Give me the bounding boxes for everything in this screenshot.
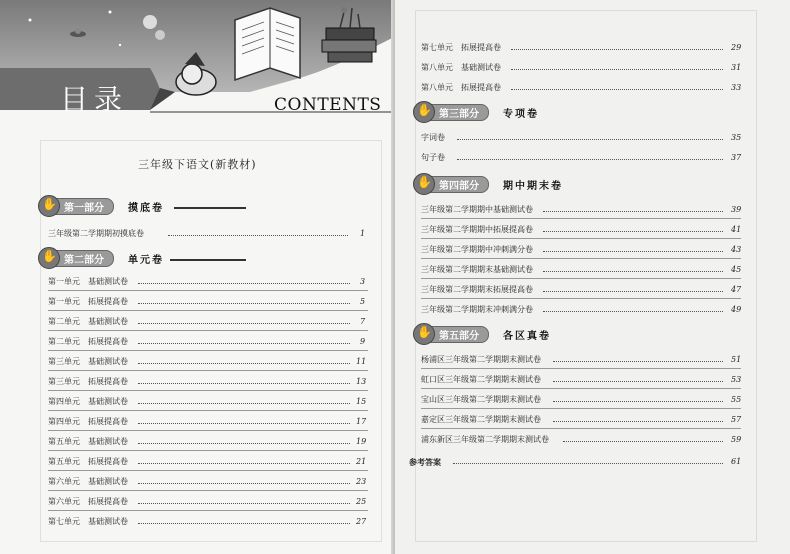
section-name: 单元卷 [128, 255, 164, 266]
toc-title: 目录 [60, 83, 129, 116]
leader-dots [553, 421, 723, 422]
leader-dots [511, 69, 723, 70]
toc-row-title: 第六单元 拓展提高卷 [48, 497, 128, 506]
toc-row-page: 31 [731, 63, 742, 72]
leader-dots [138, 343, 350, 344]
leader-dots [138, 283, 350, 284]
toc-row-title: 杨浦区三年级第二学期期末测试卷 [421, 355, 541, 364]
toc-row-title: 宝山区三年级第二学期期末测试卷 [421, 395, 541, 404]
toc-row[interactable] [48, 356, 368, 371]
section-header-part2 [40, 250, 210, 267]
toc-row-page: 61 [731, 457, 742, 466]
leader-dots [138, 523, 350, 524]
toc-row-page: 43 [731, 245, 742, 254]
toc-row-page: 35 [731, 133, 742, 142]
toc-row-title: 句子卷 [421, 153, 445, 162]
toc-row-title: 三年级第二学期期中冲刺满分卷 [421, 245, 533, 254]
toc-row-title: 参考答案 [409, 457, 441, 467]
toc-row-page: 1 [360, 229, 366, 238]
toc-row-page: 15 [356, 397, 367, 406]
toc-row[interactable] [48, 516, 368, 530]
hand-icon [38, 195, 60, 217]
toc-row-page: 23 [356, 477, 367, 486]
hand-icon [413, 101, 435, 123]
section-rule [174, 207, 246, 209]
section-label: 第一部分 [64, 203, 104, 214]
toc-row[interactable] [421, 304, 741, 318]
toc-row-page: 55 [731, 395, 742, 404]
toc-row-title: 三年级第二学期期末拓展提高卷 [421, 285, 533, 294]
toc-row[interactable] [421, 414, 741, 429]
toc-row-page: 41 [731, 225, 742, 234]
toc-row-page: 19 [356, 437, 367, 446]
leader-dots [138, 363, 350, 364]
toc-row[interactable] [48, 336, 368, 351]
section-label: 第二部分 [64, 255, 104, 266]
toc-row-title: 第六单元 基础测试卷 [48, 477, 128, 486]
toc-row-page: 17 [356, 417, 367, 426]
leader-dots [511, 89, 723, 90]
toc-row-page: 59 [731, 435, 742, 444]
toc-row[interactable] [48, 316, 368, 331]
toc-row-page: 39 [731, 205, 742, 214]
section-header-part3 [415, 104, 585, 121]
toc-row[interactable] [421, 284, 741, 299]
section-label: 第四部分 [439, 181, 479, 192]
toc-row-page: 53 [731, 375, 742, 384]
toc-row-title: 三年级第二学期期中基础测试卷 [421, 205, 533, 214]
section-header-part5 [415, 326, 615, 343]
toc-row[interactable] [421, 434, 741, 448]
section-name: 期中期末卷 [503, 181, 563, 192]
toc-row-page: 29 [731, 43, 742, 52]
right-page [395, 0, 790, 554]
leader-dots [543, 271, 723, 272]
toc-row[interactable] [421, 374, 741, 389]
toc-row-title: 第八单元 基础测试卷 [421, 63, 501, 72]
toc-row-title: 第一单元 拓展提高卷 [48, 297, 128, 306]
hand-icon [413, 173, 435, 195]
toc-row[interactable] [48, 396, 368, 411]
leader-dots [138, 483, 350, 484]
toc-row[interactable] [421, 42, 741, 56]
book-subtitle: 三年级下语文(新教材) [138, 158, 257, 171]
leader-dots [138, 323, 350, 324]
leader-dots [511, 49, 723, 50]
hand-icon [38, 247, 60, 269]
toc-row-title: 第八单元 拓展提高卷 [421, 83, 501, 92]
toc-row[interactable] [48, 276, 368, 291]
toc-row-title: 第三单元 拓展提高卷 [48, 377, 128, 386]
toc-row-page: 45 [731, 265, 742, 274]
toc-row-page: 5 [360, 297, 366, 306]
toc-row[interactable] [421, 264, 741, 279]
section-name: 摸底卷 [128, 203, 164, 214]
toc-row-title: 虹口区三年级第二学期期末测试卷 [421, 375, 541, 384]
toc-row[interactable] [421, 82, 741, 96]
section-label: 第五部分 [439, 331, 479, 342]
toc-row-title: 字词卷 [421, 133, 445, 142]
toc-row-page: 27 [356, 517, 367, 526]
toc-row[interactable] [421, 132, 741, 146]
toc-row-title: 第七单元 基础测试卷 [48, 517, 128, 526]
leader-dots [543, 211, 723, 212]
toc-row-title: 嘉定区三年级第二学期期末测试卷 [421, 415, 541, 424]
toc-row[interactable] [48, 476, 368, 491]
toc-row-title: 浦东新区三年级第二学期期末测试卷 [421, 435, 549, 444]
toc-row-page: 11 [356, 357, 367, 366]
toc-row-page: 21 [356, 457, 367, 466]
leader-dots [563, 441, 723, 442]
toc-row[interactable] [421, 62, 741, 76]
toc-row-page: 3 [360, 277, 366, 286]
leader-dots [138, 303, 350, 304]
toc-row[interactable] [48, 416, 368, 431]
section-rule [170, 259, 246, 261]
toc-row-page: 7 [360, 317, 366, 326]
leader-dots [138, 403, 350, 404]
toc-row[interactable] [421, 224, 741, 239]
toc-row-title: 第一单元 基础测试卷 [48, 277, 128, 286]
toc-row[interactable] [48, 456, 368, 471]
toc-row-page: 57 [731, 415, 742, 424]
toc-row[interactable] [421, 204, 741, 219]
leader-dots [138, 463, 350, 464]
leader-dots [543, 291, 723, 292]
toc-row-title: 第七单元 拓展提高卷 [421, 43, 501, 52]
toc-row-title: 第四单元 基础测试卷 [48, 397, 128, 406]
leader-dots [457, 159, 723, 160]
leader-dots [543, 231, 723, 232]
leader-dots [138, 503, 350, 504]
section-name: 各区真卷 [503, 331, 551, 342]
section-name: 专项卷 [503, 109, 539, 120]
toc-row[interactable] [421, 354, 741, 369]
toc-row[interactable] [421, 244, 741, 259]
toc-row-title: 三年级第二学期期中拓展提高卷 [421, 225, 533, 234]
toc-row[interactable] [48, 376, 368, 391]
leader-dots [138, 423, 350, 424]
toc-row-title: 第五单元 拓展提高卷 [48, 457, 128, 466]
toc-row-title: 第三单元 基础测试卷 [48, 357, 128, 366]
leader-dots [457, 139, 723, 140]
toc-row-page: 33 [731, 83, 742, 92]
toc-row-title: 第五单元 基础测试卷 [48, 437, 128, 446]
leader-dots [543, 311, 723, 312]
toc-row-title: 三年级第二学期期末冲刺满分卷 [421, 305, 533, 314]
toc-row[interactable] [48, 296, 368, 311]
leader-dots [138, 383, 350, 384]
leader-dots [553, 401, 723, 402]
section-header-part1 [40, 198, 210, 215]
toc-row-title: 三年级第二学期期初摸底卷 [48, 229, 144, 238]
toc-row[interactable] [48, 228, 368, 242]
leader-dots [453, 463, 723, 464]
leader-dots [553, 381, 723, 382]
section-label: 第三部分 [439, 109, 479, 120]
section-header-part4 [415, 176, 615, 193]
leader-dots [543, 251, 723, 252]
hand-icon [413, 323, 435, 345]
leader-dots [168, 235, 348, 236]
toc-row-page: 49 [731, 305, 742, 314]
toc-row-page: 25 [356, 497, 367, 506]
toc-row[interactable] [421, 152, 741, 166]
toc-row-page: 37 [731, 153, 742, 162]
toc-row[interactable] [48, 436, 368, 451]
toc-row-title: 第二单元 拓展提高卷 [48, 337, 128, 346]
toc-row-page: 13 [356, 377, 367, 386]
toc-row-title: 第四单元 拓展提高卷 [48, 417, 128, 426]
toc-row-page: 47 [731, 285, 742, 294]
toc-row-page: 51 [731, 355, 742, 364]
toc-title-english: CONTENTS [274, 95, 382, 115]
toc-row-title: 三年级第二学期期末基础测试卷 [421, 265, 533, 274]
toc-row[interactable] [48, 496, 368, 511]
toc-row[interactable] [421, 394, 741, 409]
toc-row-answers[interactable] [409, 456, 741, 470]
leader-dots [553, 361, 723, 362]
leader-dots [138, 443, 350, 444]
toc-row-title: 第二单元 基础测试卷 [48, 317, 128, 326]
toc-row-page: 9 [360, 337, 366, 346]
